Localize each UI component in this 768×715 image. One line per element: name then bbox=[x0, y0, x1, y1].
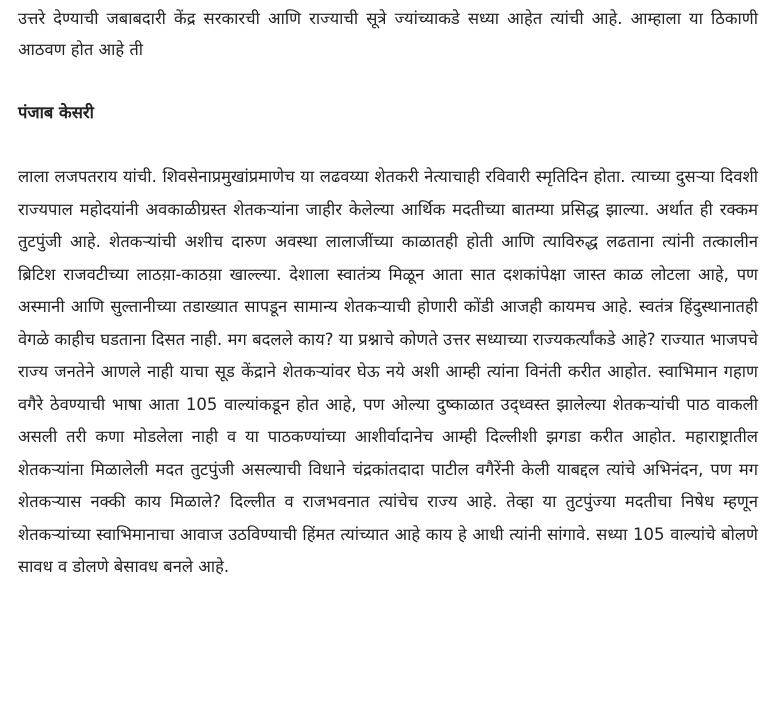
section-heading: पंजाब केसरी bbox=[18, 103, 94, 122]
intro-paragraph: उत्तरे देण्याची जबाबदारी केंद्र सरकारची आणि राज्याची सूत्रे ज्यांच्याकडे सध्या आहेत त्यांची आहे. आम्हाला या ठिकाणी आठवण होत आहे ती bbox=[18, 9, 758, 59]
body-paragraph: लाला लजपतराय यांची. शिवसेनाप्रमुखांप्रमाणेच या लढवय्या शेतकरी नेत्याचाही रविवारी स्मृतिदिन होता. त्याच्या दुसऱ्या दिवशी राज्यपाल महोदयांनी अवकाळीग्रस्त शेतकऱ्यांना जाहीर केलेल्या आर्थिक मदतीच्या बातम्या प्रसिद्ध झाल्या. अर्थात ही रक्कम तुटपुंजी आहे. शेतकऱ्यांची अशीच दारुण अवस्था लालाजींच्या काळातही होती आणि त्याविरुद्ध लढताना त्यांनी तत्कालीन ब्रिटिश राजवटीच्या लाठय़ा-काठय़ा खाल्ल्या. देशाला स्वातंत्र्य मिळून आता सात दशकांपेक्षा जास्त काळ लोटला आहे, पण अस्मानी आणि सुल्तानीच्या तडाख्यात सापडून सामान्य शेतकऱ्याची होणारी कोंडी आजही कायमच आहे. स्वतंत्र हिंदुस्थानातही वेगळे काहीच घडताना दिसत नाही. मग बदलले काय? या प्रश्नाचे कोणते उत्तर सध्याच्या राज्यकर्त्यांकडे आहे? राज्यात भाजपचे राज्य जनतेने आणले नाही याचा सूड केंद्राने शेतकऱ्यांवर घेऊ नये अशी आम्ही त्यांना विनंती करीत आहोत. स्वाभिमान गहाण वगैरे ठेवण्याची भाषा आता 105 वाल्यांकडून होत आहे, पण ओल्या दुष्काळात उद्ध्वस्त झालेल्या शेतकऱ्यांची पाठ वाकली असली तरी कणा मोडलेला नाही व या पाठकण्यांच्या आशीर्वादानेच आम्ही दिल्लीशी झगडा करीत आहोत. महाराष्ट्रातील शेतकऱ्यांना मिळालेली मदत तुटपुंजी असल्याची विधाने चंद्रकांतदादा पाटील वगैरेंनी केली याबद्दल त्यांचे अभिनंदन, पण मग शेतकऱ्यास नक्की काय मिळाले? दिल्लीत व राजभवनात त्यांचेच राज्य आहे. तेव्हा या तुटपुंज्या मदतीचा निषेध म्हणून शेतकऱ्यांच्या स्वाभिमानाचा आवाज उठविण्याची हिंमत त्यांच्यात आहे काय हे आधी त्यांनी सांगावे. सध्या 105 वाल्यांचे बोलणे सावध व डोलणे बेसावध बनले आहे. bbox=[18, 167, 758, 576]
article-body bbox=[18, 0, 758, 584]
